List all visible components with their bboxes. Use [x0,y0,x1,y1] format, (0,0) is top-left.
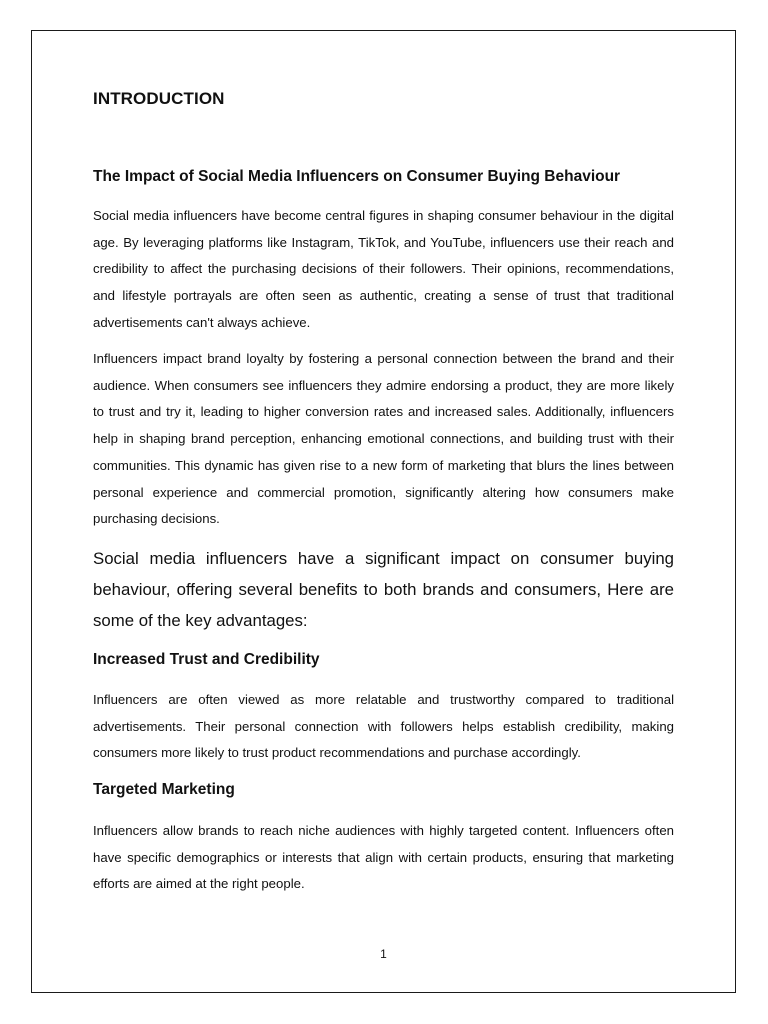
section-heading-introduction: INTRODUCTION [93,89,225,108]
subheading-trust-credibility: Increased Trust and Credibility [93,651,320,668]
paragraph-benefits-intro: Social media influencers have a significant impact on consumer buying behaviour, offering several benefits to both brands and consumers, Here are some of the key advantages: [93,549,674,630]
paragraph-targeted-marketing: Influencers allow brands to reach niche audiences with highly targeted content. Influencers often have specific demographics or interests that align with certain products, ensuring that marketing efforts are aimed at the right people. [93,823,674,892]
paragraph-trust-credibility: Influencers are often viewed as more relatable and trustworthy compared to traditional advertisements. Their personal connection with followers helps establish credibility, making consumers more likely to trust product recommendations and purchase accordingly. [93,692,674,761]
paragraph-brand-loyalty: Influencers impact brand loyalty by fostering a personal connection between the brand and their audience. When consumers see influencers they admire endorsing a product, they are more likely to trust and try it, leading to higher conversion rates and increased sales. Additionally, influencers help in shaping brand perception, enhancing emotional connections, and building trust with their communities. This dynamic has given rise to a new form of marketing that blurs the lines between personal experience and commercial promotion, significantly altering how consumers make purchasing decisions. [93,351,674,527]
paragraph-intro: Social media influencers have become central figures in shaping consumer behaviour in the digital age. By leveraging platforms like Instagram, TikTok, and YouTube, influencers use their reach and credibility to affect the purchasing decisions of their followers. Their opinions, recommendations, and lifestyle portrayals are often seen as authentic, creating a sense of trust that traditional advertisements can't always achieve. [93,208,674,330]
subheading-targeted-marketing: Targeted Marketing [93,781,235,798]
page-number: 1 [380,947,387,961]
document-title: The Impact of Social Media Influencers on Consumer Buying Behaviour [93,168,621,185]
